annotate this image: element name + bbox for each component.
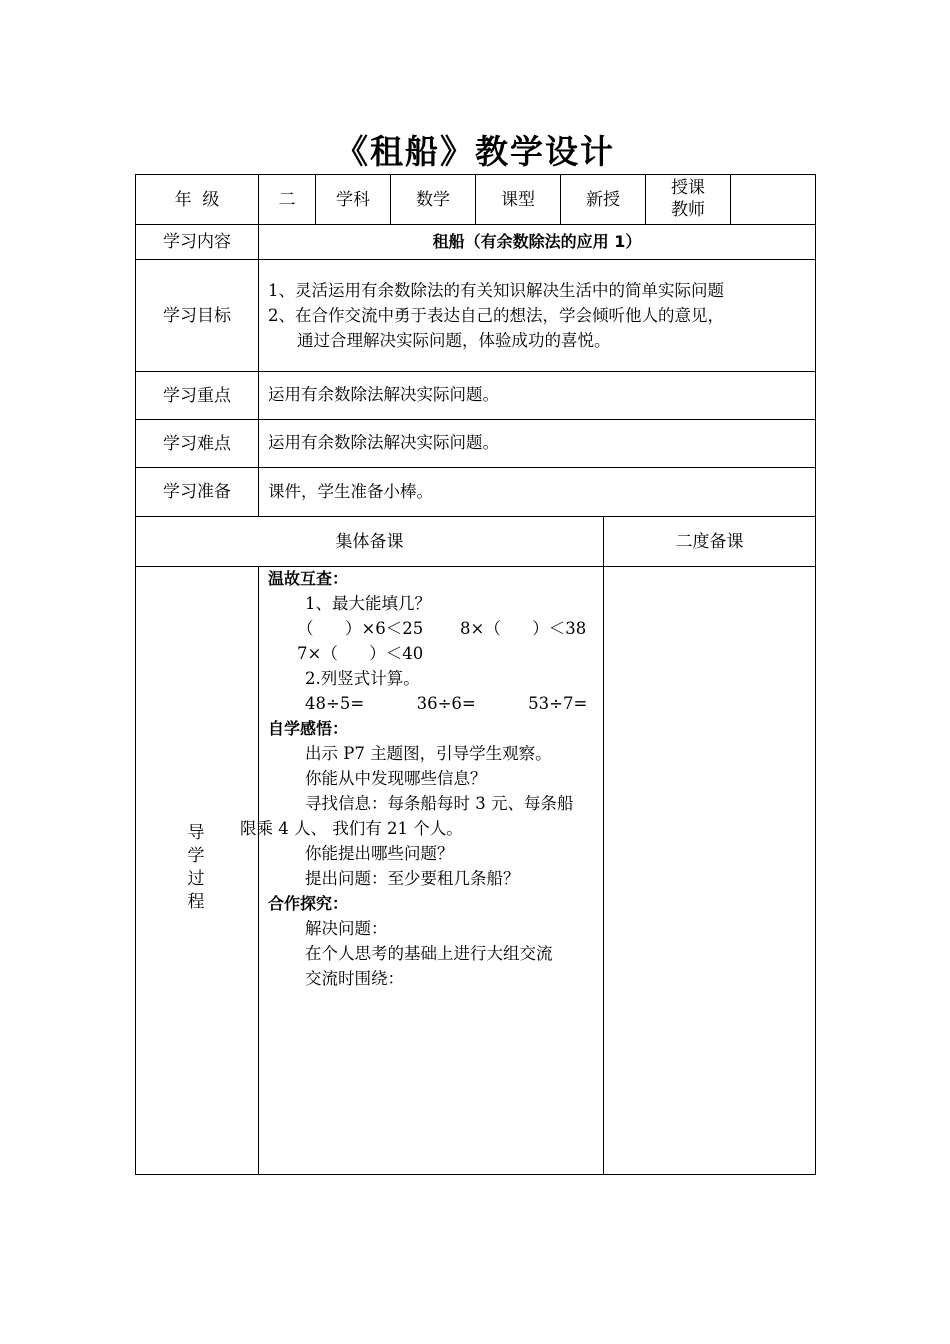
review-line: 1、最大能填几？ (305, 594, 431, 613)
collective-prep-header: 集体备课 (335, 531, 404, 552)
teacher-value (731, 175, 815, 224)
page-title: 《租船》教学设计 (335, 132, 615, 171)
subject-label: 学科 (336, 189, 370, 210)
subject-value: 数学 (416, 189, 450, 210)
selfstudy-line: 提出问题：至少要租几条船？ (305, 869, 520, 888)
preparation-label: 学习准备 (163, 482, 231, 502)
table-border-bottom (135, 1174, 816, 1175)
label-column-divider (258, 566, 259, 1175)
selfstudy-line: 限乘 4 人、 我们有 21 个人。 (240, 819, 463, 838)
coop-heading: 合作探究： (268, 894, 349, 913)
teacher-label (646, 177, 730, 221)
difficulty-label: 学习难点 (163, 433, 231, 454)
goal-line-1: 1、灵活运用有余数除法的有关知识解决生活中的简单实际问题 (268, 281, 724, 300)
teacher-label-line1: 授课 (671, 178, 705, 198)
process-label-char: 导 (187, 823, 205, 843)
selfstudy-line: 出示 P7 主题图，引导学生观察。 (305, 744, 552, 763)
review-heading: 温故互查： (268, 569, 349, 588)
key-point-value: 运用有余数除法解决实际问题。 (268, 385, 499, 404)
review-line: 2.列竖式计算。 (305, 669, 420, 688)
section-divider (603, 516, 604, 1175)
difficulty-value: 运用有余数除法解决实际问题。 (268, 433, 499, 452)
process-label-char: 学 (187, 846, 205, 866)
content-label: 学习内容 (163, 232, 231, 252)
grade-value: 二 (278, 189, 296, 210)
goals-label: 学习目标 (163, 305, 231, 326)
key-point-label: 学习重点 (163, 385, 231, 406)
second-prep-header: 二度备课 (675, 531, 744, 552)
review-line: 48÷5= 36÷6= 53÷7= (305, 694, 588, 713)
goal-line-3: 通过合理解决实际问题，体验成功的喜悦。 (297, 331, 611, 350)
goal-line-2: 2、在合作交流中勇于表达自己的想法，学会倾听他人的意见， (268, 306, 724, 325)
selfstudy-line: 寻找信息：每条船每时 3 元、每条船 (305, 794, 574, 813)
teacher-label-line2: 教师 (671, 200, 705, 220)
process-label (186, 822, 206, 914)
type-value: 新授 (586, 189, 620, 210)
selfstudy-heading: 自学感悟： (268, 719, 349, 738)
process-label-char: 过 (187, 869, 205, 889)
coop-line: 解决问题： (305, 919, 388, 938)
grade-label: 年 级 (174, 189, 220, 210)
coop-line: 交流时围绕： (305, 969, 404, 988)
type-label: 课型 (501, 189, 535, 210)
selfstudy-line: 你能从中发现哪些信息？ (305, 769, 487, 788)
content-value: 租船（有余数除法的应用 1） (432, 232, 642, 251)
preparation-value: 课件，学生准备小棒。 (268, 482, 433, 501)
row-divider (135, 566, 816, 567)
table-border-right (815, 174, 816, 1175)
process-label-char: 程 (187, 892, 205, 912)
review-line: 7×（ ）＜40 (297, 644, 424, 663)
coop-line: 在个人思考的基础上进行大组交流 (305, 944, 553, 963)
review-line: （ ）×6＜25 8×（ ）＜38 (297, 619, 587, 638)
selfstudy-line: 你能提出哪些问题？ (305, 844, 454, 863)
